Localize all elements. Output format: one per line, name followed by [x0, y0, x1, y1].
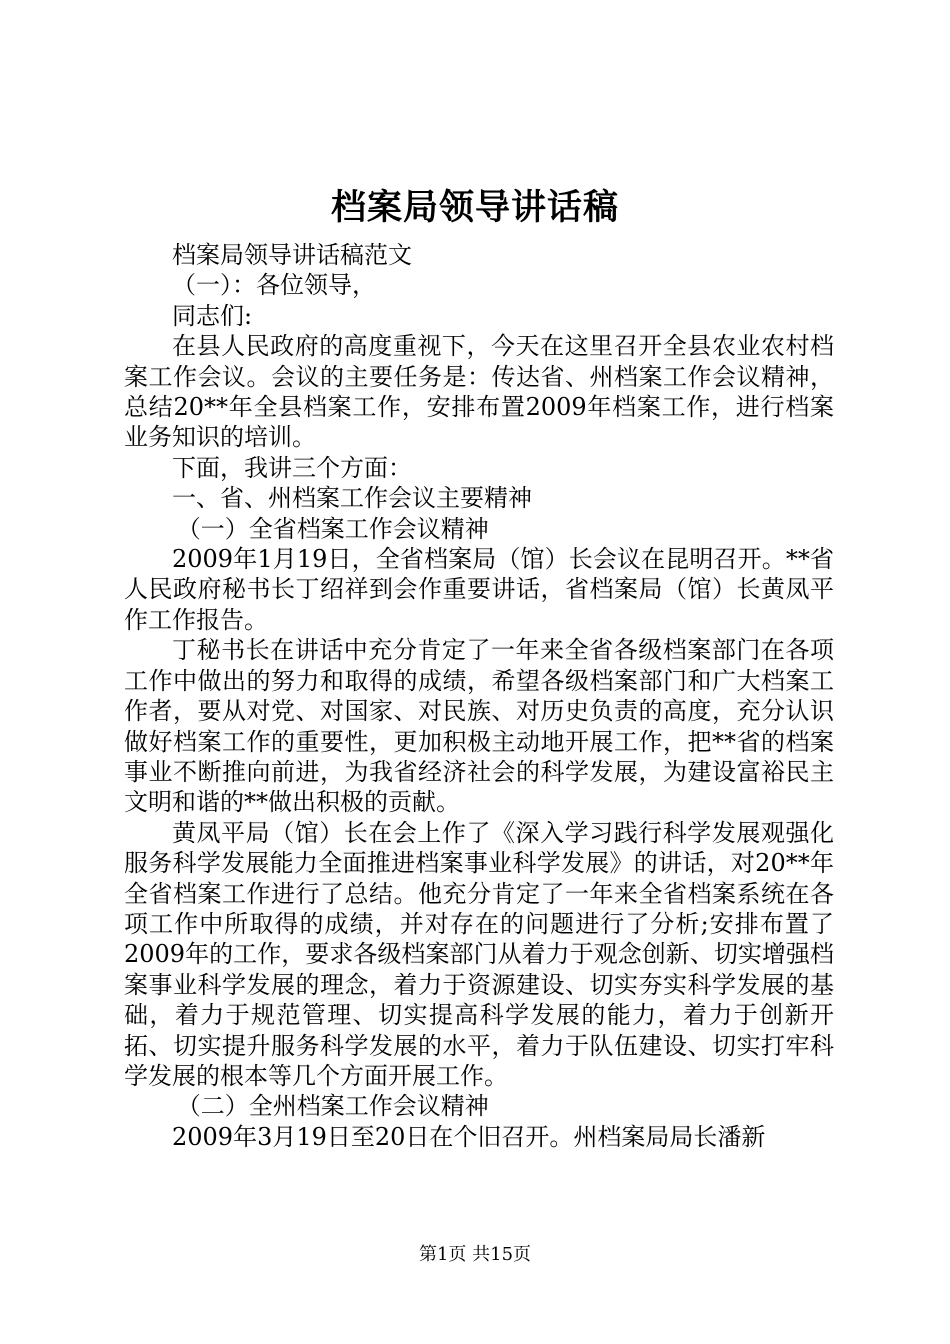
- paragraph-provincial-meeting: 2009年1月19日，全省档案局（馆）长会议在昆明召开。**省人民政府秘书长丁绍祥到会作重要讲话，省档案局（馆）长黄凤平作工作报告。: [124, 545, 834, 634]
- paragraph-subtitle: 档案局领导讲话稿范文: [172, 241, 412, 269]
- paragraph-prefecture-meeting: 2009年3月19日至20日在个旧召开。州档案局局长潘新: [172, 1122, 766, 1151]
- subsection-heading-1: （一）全省档案工作会议精神: [176, 514, 489, 543]
- document-title: 档案局领导讲话稿: [330, 187, 619, 228]
- subsection-heading-2: （二）全州档案工作会议精神: [176, 1092, 489, 1121]
- page-footer: 第1页 共15页: [418, 1244, 532, 1265]
- paragraph-salutation-2: 同志们:: [172, 301, 253, 330]
- document-body: [124, 240, 834, 1152]
- paragraph-director-speech: 黄凤平局（馆）长在会上作了《深入学习践行科学发展观强化服务科学发展能力全面推进档案事业科学发展》的讲话，对20**年全省档案工作进行了总结。他充分肯定了一年来全省档案系统在各项工作中所取得的成绩，并对存在的问题进行了分析;安排布置了2009年的工作，要求各级档案部门从着力于观念创新、切实增强档案事业科学发展的理念，着力于资源建设、切实夯实科学发展的基础，着力于规范管理、切实提高科学发展的能力，着力于创新开拓、切实提升服务科学发展的水平，着力于队伍建设、切实打牢科学发展的根本等几个方面开展工作。: [124, 818, 834, 1090]
- paragraph-outline: 下面，我讲三个方面：: [172, 453, 412, 482]
- paragraph-secretary-speech: 丁秘书长在讲话中充分肯定了一年来全省各级档案部门在各项工作中做出的努力和取得的成绩，希望各级档案部门和广大档案工作者，要从对党、对国家、对民族、对历史负责的高度，充分认识做好档案工作的重要性，更加积极主动地开展工作，把**省的档案事业不断推向前进，为我省经济社会的科学发展，为建设富裕民主文明和谐的**做出积极的贡献。: [124, 636, 834, 817]
- paragraph-salutation: （一）：各位领导，: [172, 271, 376, 300]
- section-heading-1: 一、省、州档案工作会议主要精神: [172, 484, 532, 513]
- paragraph-intro: 在县人民政府的高度重视下，今天在这里召开全县农业农村档案工作会议。会议的主要任务是：传达省、州档案工作会议精神，总结20**年全县档案工作，安排布置2009年档案工作，进行档案业务知识的培训。: [124, 332, 834, 452]
